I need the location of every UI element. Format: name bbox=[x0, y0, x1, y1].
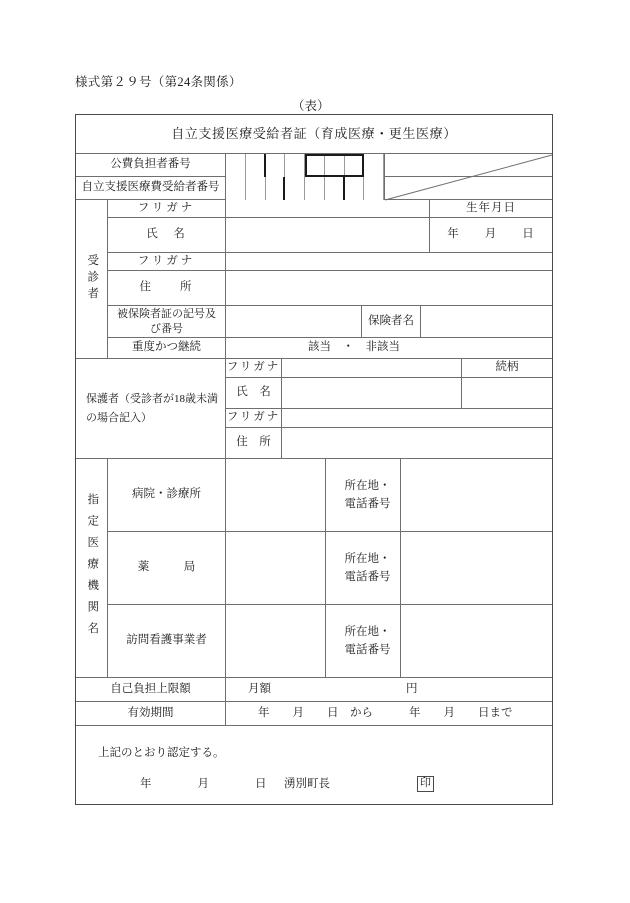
contact-label-line1: 所在地・ 電話番号 bbox=[344, 479, 391, 510]
severe-continuous-options[interactable]: 該当 ・ 非該当 bbox=[226, 338, 552, 359]
guardian-relation-label: 続柄 bbox=[462, 359, 552, 378]
contact-label-line3: 所在地・ 電話番号 bbox=[344, 625, 391, 656]
number-cell[interactable] bbox=[305, 177, 325, 200]
institution-name-hospital[interactable] bbox=[226, 459, 326, 532]
copay-unit-label: 円 bbox=[406, 682, 418, 695]
guardian-furigana-label: フリガナ bbox=[226, 359, 282, 378]
recipient-number-grid[interactable] bbox=[226, 177, 384, 200]
guardian-address-value[interactable] bbox=[282, 428, 552, 459]
recipient-name-value[interactable] bbox=[226, 218, 430, 253]
institution-type-hospital: 病院・診療所 bbox=[108, 459, 226, 532]
number-cell[interactable] bbox=[285, 177, 305, 200]
certification-date[interactable]: 年 月 日 bbox=[140, 778, 267, 790]
institution-contact-hospital[interactable] bbox=[401, 459, 552, 532]
recipient-address-furigana-value[interactable] bbox=[226, 253, 552, 271]
number-cell[interactable] bbox=[226, 177, 246, 200]
number-cell[interactable] bbox=[226, 154, 246, 177]
certificate-title: 自立支援医療受給者証（育成医療・更生医療） bbox=[76, 115, 552, 154]
guardian-name-value[interactable] bbox=[282, 378, 462, 409]
guardian-relation-value[interactable] bbox=[462, 378, 552, 409]
guardian-furigana-value[interactable] bbox=[282, 359, 462, 378]
guardian-name-label: 氏 名 bbox=[226, 378, 282, 409]
number-cell[interactable] bbox=[305, 154, 325, 177]
institution-contact-label-pharmacy bbox=[326, 532, 401, 605]
institution-contact-label-homenursing bbox=[326, 605, 401, 678]
seal-mark: 印 bbox=[417, 776, 434, 792]
guardian-address-label: 住 所 bbox=[226, 428, 282, 459]
form-number: 様式第２９号（第24条関係） bbox=[75, 75, 242, 89]
number-cell[interactable] bbox=[325, 177, 345, 200]
insurer-name-value[interactable] bbox=[421, 306, 552, 338]
insurance-symbol-number-label: 被保険者証の記号及び番号 bbox=[108, 306, 226, 338]
side-mark: （表） bbox=[292, 99, 330, 113]
period-to: 年 月 日まで bbox=[409, 706, 513, 719]
number-cell[interactable] bbox=[246, 154, 266, 177]
guardian-address-furigana-value[interactable] bbox=[282, 409, 552, 428]
institution-type-homenursing: 訪問看護事業者 bbox=[108, 605, 226, 678]
number-cell[interactable] bbox=[364, 177, 384, 200]
institution-contact-homenursing[interactable] bbox=[401, 605, 552, 678]
recipient-birth-value[interactable]: 年 月 日 bbox=[430, 218, 552, 253]
recipient-address-label: 住 所 bbox=[108, 271, 226, 306]
recipient-address-value[interactable] bbox=[226, 271, 552, 306]
valid-period-value[interactable] bbox=[226, 702, 552, 726]
certificate-table bbox=[75, 114, 553, 805]
contact-label-line2: 所在地・ 電話番号 bbox=[344, 552, 391, 583]
number-cell[interactable] bbox=[266, 154, 286, 177]
certification-block bbox=[76, 726, 552, 805]
copay-monthly-label: 月額 bbox=[248, 682, 271, 695]
copay-limit-value[interactable] bbox=[226, 678, 552, 702]
issuing-authority: 湧別町長 bbox=[284, 778, 330, 790]
valid-period-label: 有効期間 bbox=[76, 702, 226, 726]
institution-name-pharmacy[interactable] bbox=[226, 532, 326, 605]
number-cell[interactable] bbox=[246, 177, 266, 200]
insurance-symbol-number-value[interactable] bbox=[226, 306, 362, 338]
recipient-address-furigana-label: フリガナ bbox=[108, 253, 226, 271]
number-cell[interactable] bbox=[364, 154, 384, 177]
institution-contact-label-hospital bbox=[326, 459, 401, 532]
diagonal-strike-line bbox=[384, 154, 553, 201]
recipient-number-label: 自立支援医療費受給者番号 bbox=[76, 177, 226, 200]
period-from: 年 月 日 から bbox=[258, 706, 373, 719]
recipient-name-label: 氏 名 bbox=[108, 218, 226, 253]
number-cell[interactable] bbox=[266, 177, 286, 200]
recipient-section-label: 受診者 bbox=[76, 200, 108, 359]
copay-limit-label: 自己負担上限額 bbox=[76, 678, 226, 702]
institution-type-pharmacy: 薬 局 bbox=[108, 532, 226, 605]
recipient-furigana-label: フリガナ bbox=[108, 200, 226, 218]
certification-text: 上記のとおり認定する。 bbox=[98, 747, 225, 759]
designated-institutions-label: 指定医療機関名 bbox=[76, 459, 108, 678]
number-cell[interactable] bbox=[325, 154, 345, 177]
number-cell[interactable] bbox=[345, 177, 365, 200]
guardian-address-furigana-label: フリガナ bbox=[226, 409, 282, 428]
insurer-name-label: 保険者名 bbox=[362, 306, 421, 338]
public-burden-number-label: 公費負担者番号 bbox=[76, 154, 226, 177]
seal-placeholder[interactable] bbox=[417, 773, 434, 792]
severe-continuous-label: 重度かつ継続 bbox=[108, 338, 226, 359]
public-burden-number-grid[interactable] bbox=[226, 154, 384, 177]
recipient-furigana-value[interactable] bbox=[226, 200, 430, 218]
guardian-section-label: 保護者（受診者が18歳未満の場合記入） bbox=[76, 359, 226, 459]
recipient-birth-header: 生年月日 bbox=[430, 200, 552, 218]
institution-contact-pharmacy[interactable] bbox=[401, 532, 552, 605]
institution-name-homenursing[interactable] bbox=[226, 605, 326, 678]
number-cell[interactable] bbox=[285, 154, 305, 177]
number-cell[interactable] bbox=[345, 154, 365, 177]
